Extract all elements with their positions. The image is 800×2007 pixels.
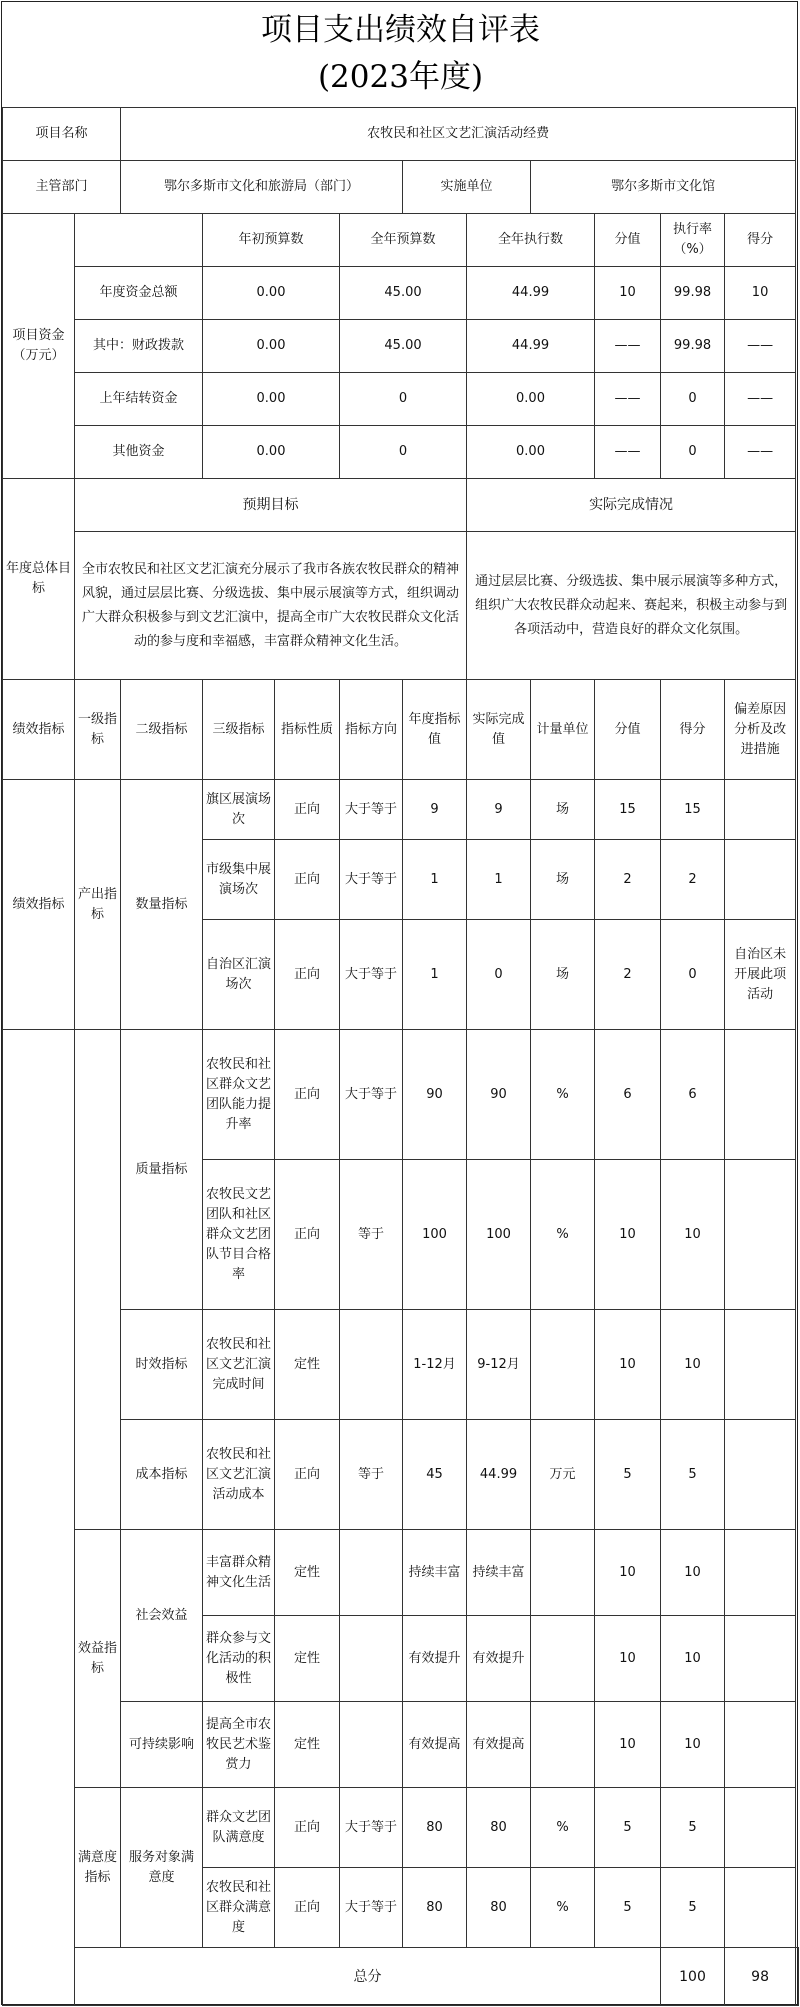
fund-initial: 0.00	[203, 426, 340, 479]
ind-header-level2: 二级指标	[121, 680, 203, 780]
ind-target: 80	[403, 1788, 467, 1868]
ind-score: 5	[661, 1868, 725, 1948]
project-name-label: 项目名称	[3, 108, 121, 161]
fund-initial: 0.00	[203, 373, 340, 426]
funds-header-score: 得分	[725, 214, 796, 267]
ind-target: 1	[403, 840, 467, 920]
fund-weight: ——	[595, 373, 661, 426]
ind-target: 80	[403, 1868, 467, 1948]
fund-annual: 45.00	[340, 320, 467, 373]
ind-actual: 9	[467, 780, 531, 840]
ind-note	[725, 1160, 796, 1310]
funds-header-initial: 年初预算数	[203, 214, 340, 267]
fund-initial: 0.00	[203, 320, 340, 373]
ind-header-unit: 计量单位	[531, 680, 595, 780]
ind-nature: 正向	[275, 840, 340, 920]
funds-header-row	[3, 214, 799, 267]
funds-header-blank	[75, 214, 203, 267]
ind-unit: 场	[531, 780, 595, 840]
ind-unit: %	[531, 1788, 595, 1868]
ind-actual: 80	[467, 1868, 531, 1948]
ind-weight: 6	[595, 1030, 661, 1160]
total-row	[3, 1948, 799, 2006]
dept-label: 主管部门	[3, 161, 121, 214]
ind-actual: 有效提高	[467, 1702, 531, 1788]
ind-target: 有效提升	[403, 1616, 467, 1702]
ind-unit: %	[531, 1030, 595, 1160]
ind-name: 群众参与文化活动的积极性	[203, 1616, 275, 1702]
ind-target: 1	[403, 920, 467, 1030]
ind-target: 45	[403, 1420, 467, 1530]
ind-note: 自治区未开展此项活动	[725, 920, 796, 1030]
ind-note	[725, 1310, 796, 1420]
ind-note	[725, 780, 796, 840]
ind-weight: 2	[595, 920, 661, 1030]
ind-score: 6	[661, 1030, 725, 1160]
ind-direction: 大于等于	[340, 1868, 403, 1948]
fund-name: 上年结转资金	[75, 373, 203, 426]
ind-weight: 15	[595, 780, 661, 840]
total-note	[796, 1948, 799, 2006]
ind-score: 10	[661, 1160, 725, 1310]
ind-actual: 44.99	[467, 1420, 531, 1530]
fund-rate: 99.98	[661, 267, 725, 320]
ind-actual: 80	[467, 1788, 531, 1868]
fund-rate: 0	[661, 373, 725, 426]
ind-header-level1: 一级指标	[75, 680, 121, 780]
ind-score: 10	[661, 1310, 725, 1420]
ind-note	[725, 1420, 796, 1530]
ind-name: 自治区汇演场次	[203, 920, 275, 1030]
ind-actual: 90	[467, 1030, 531, 1160]
level1-benefit: 效益指标	[75, 1530, 121, 1788]
ind-note	[725, 1616, 796, 1702]
fund-score: 10	[725, 267, 796, 320]
ind-header-weight: 分值	[595, 680, 661, 780]
level1-output: 产出指标	[75, 780, 121, 1030]
dept-value: 鄂尔多斯市文化和旅游局（部门）	[121, 161, 403, 214]
perf-indicator-label: 绩效指标	[3, 780, 75, 1030]
level2-quality: 质量指标	[121, 1030, 203, 1310]
ind-header-level3: 三级指标	[203, 680, 275, 780]
ind-direction: 等于	[340, 1420, 403, 1530]
ind-nature: 定性	[275, 1616, 340, 1702]
ind-direction: 等于	[340, 1160, 403, 1310]
ind-unit: 万元	[531, 1420, 595, 1530]
ind-header-note: 偏差原因分析及改进措施	[725, 680, 796, 780]
ind-name: 丰富群众精神文化生活	[203, 1530, 275, 1616]
level2-service: 服务对象满意度	[121, 1788, 203, 1948]
perf-indicator-blank	[3, 1030, 75, 2006]
fund-score: ——	[725, 426, 796, 479]
ind-actual: 0	[467, 920, 531, 1030]
ind-weight: 10	[595, 1310, 661, 1420]
ind-name: 提高全市农牧民艺术鉴赏力	[203, 1702, 275, 1788]
level2-social: 社会效益	[121, 1530, 203, 1702]
ind-nature: 正向	[275, 1030, 340, 1160]
ind-target: 90	[403, 1030, 467, 1160]
project-name-row	[3, 108, 799, 161]
ind-score: 2	[661, 840, 725, 920]
ind-note	[725, 1530, 796, 1616]
ind-target: 持续丰富	[403, 1530, 467, 1616]
ind-direction	[340, 1310, 403, 1420]
fund-name: 其他资金	[75, 426, 203, 479]
indicator-header-row	[3, 680, 799, 780]
ind-unit: %	[531, 1160, 595, 1310]
ind-target: 1-12月	[403, 1310, 467, 1420]
total-weight: 100	[661, 1948, 725, 2006]
ind-nature: 定性	[275, 1702, 340, 1788]
level1-output-cont	[75, 1030, 121, 1530]
fund-weight: ——	[595, 426, 661, 479]
fund-rate: 0	[661, 426, 725, 479]
ind-direction: 大于等于	[340, 840, 403, 920]
ind-weight: 5	[595, 1788, 661, 1868]
ind-score: 15	[661, 780, 725, 840]
fund-score: ——	[725, 320, 796, 373]
ind-unit: 场	[531, 920, 595, 1030]
ind-score: 10	[661, 1530, 725, 1616]
funds-header-executed: 全年执行数	[467, 214, 595, 267]
funds-header-weight: 分值	[595, 214, 661, 267]
department-row	[3, 161, 799, 214]
level2-quantity: 数量指标	[121, 780, 203, 1030]
ind-direction: 大于等于	[340, 920, 403, 1030]
actual-result-text: 通过层层比赛、分级选拔、集中展示展演等多种方式，组织广大农牧民群众动起来、赛起来，积极主动参与到各项活动中，营造良好的群众文化氛围。	[467, 532, 796, 680]
ind-name: 市级集中展演场次	[203, 840, 275, 920]
ind-target: 有效提高	[403, 1702, 467, 1788]
unit-value: 鄂尔多斯市文化馆	[531, 161, 796, 214]
level2-cost: 成本指标	[121, 1420, 203, 1530]
ind-score: 10	[661, 1702, 725, 1788]
ind-nature: 正向	[275, 1420, 340, 1530]
ind-target: 100	[403, 1160, 467, 1310]
fund-annual: 0	[340, 373, 467, 426]
unit-label: 实施单位	[403, 161, 531, 214]
indicator-row	[3, 1530, 799, 1616]
total-score: 98	[725, 1948, 796, 2006]
indicator-row	[3, 1702, 799, 1788]
fund-executed: 0.00	[467, 373, 595, 426]
fund-weight: 10	[595, 267, 661, 320]
ind-nature: 定性	[275, 1530, 340, 1616]
ind-note	[725, 840, 796, 920]
total-label: 总分	[75, 1948, 661, 2006]
ind-nature: 正向	[275, 920, 340, 1030]
form-title: 项目支出绩效自评表	[261, 12, 540, 48]
goals-label: 年度总体目标	[3, 479, 75, 680]
ind-name: 群众文艺团队满意度	[203, 1788, 275, 1868]
ind-actual: 9-12月	[467, 1310, 531, 1420]
ind-name: 旗区展演场次	[203, 780, 275, 840]
ind-score: 10	[661, 1616, 725, 1702]
ind-target: 9	[403, 780, 467, 840]
fund-annual: 0	[340, 426, 467, 479]
ind-direction	[340, 1702, 403, 1788]
ind-direction	[340, 1530, 403, 1616]
ind-name: 农牧民和社区文艺汇演活动成本	[203, 1420, 275, 1530]
ind-weight: 5	[595, 1420, 661, 1530]
ind-weight: 2	[595, 840, 661, 920]
ind-unit	[531, 1530, 595, 1616]
ind-nature: 正向	[275, 1788, 340, 1868]
ind-unit	[531, 1310, 595, 1420]
ind-actual: 100	[467, 1160, 531, 1310]
ind-name: 农牧民和社区群众满意度	[203, 1868, 275, 1948]
funds-row	[3, 373, 799, 426]
funds-row	[3, 426, 799, 479]
ind-header-target: 年度指标值	[403, 680, 467, 780]
ind-note	[725, 1702, 796, 1788]
ind-unit: 场	[531, 840, 595, 920]
fund-name: 其中：财政拨款	[75, 320, 203, 373]
fund-executed: 44.99	[467, 320, 595, 373]
ind-direction: 大于等于	[340, 1030, 403, 1160]
ind-weight: 10	[595, 1160, 661, 1310]
ind-weight: 10	[595, 1702, 661, 1788]
fund-weight: ——	[595, 320, 661, 373]
level1-satisfaction: 满意度指标	[75, 1788, 121, 1948]
ind-header-score: 得分	[661, 680, 725, 780]
ind-nature: 正向	[275, 1160, 340, 1310]
ind-direction: 大于等于	[340, 1788, 403, 1868]
funds-row	[3, 320, 799, 373]
project-name-value: 农牧民和社区文艺汇演活动经费	[121, 108, 796, 161]
level2-timeliness: 时效指标	[121, 1310, 203, 1420]
ind-header-actual: 实际完成值	[467, 680, 531, 780]
fund-executed: 0.00	[467, 426, 595, 479]
ind-header-col1: 绩效指标	[3, 680, 75, 780]
funds-header-annual: 全年预算数	[340, 214, 467, 267]
ind-weight: 10	[595, 1616, 661, 1702]
fund-score: ——	[725, 373, 796, 426]
ind-actual: 有效提升	[467, 1616, 531, 1702]
ind-name: 农牧民和社区群众文艺团队能力提升率	[203, 1030, 275, 1160]
ind-unit	[531, 1702, 595, 1788]
ind-note	[725, 1788, 796, 1868]
fund-initial: 0.00	[203, 267, 340, 320]
ind-name: 农牧民和社区文艺汇演完成时间	[203, 1310, 275, 1420]
ind-score: 5	[661, 1788, 725, 1868]
ind-header-direction: 指标方向	[340, 680, 403, 780]
ind-nature: 正向	[275, 780, 340, 840]
ind-header-nature: 指标性质	[275, 680, 340, 780]
ind-weight: 10	[595, 1530, 661, 1616]
ind-direction: 大于等于	[340, 780, 403, 840]
indicator-row	[3, 780, 799, 840]
fund-executed: 44.99	[467, 267, 595, 320]
actual-result-header: 实际完成情况	[467, 479, 796, 532]
funds-row	[3, 267, 799, 320]
expected-goal-header: 预期目标	[75, 479, 467, 532]
indicator-row	[3, 1310, 799, 1420]
level2-sustain: 可持续影响	[121, 1702, 203, 1788]
fund-rate: 99.98	[661, 320, 725, 373]
goals-header-row	[3, 479, 799, 532]
goals-text-row	[3, 532, 799, 680]
ind-nature: 定性	[275, 1310, 340, 1420]
evaluation-form	[1, 1, 798, 2005]
indicator-row	[3, 1788, 799, 1868]
ind-score: 5	[661, 1420, 725, 1530]
fund-annual: 45.00	[340, 267, 467, 320]
evaluation-table	[2, 107, 799, 2006]
ind-score: 0	[661, 920, 725, 1030]
ind-unit	[531, 1616, 595, 1702]
ind-direction	[340, 1616, 403, 1702]
ind-actual: 1	[467, 840, 531, 920]
funds-header-rate: 执行率（%）	[661, 214, 725, 267]
expected-goal-text: 全市农牧民和社区文艺汇演充分展示了我市各族农牧民群众的精神风貌，通过层层比赛、分级选拔、集中展示展演等方式，组织调动广大群众积极参与到文艺汇演中，提高全市广大农牧民群众文化活动的参与度和幸福感，丰富群众精神文化生活。	[75, 532, 467, 680]
form-subtitle: (2023年度)	[317, 59, 484, 95]
fund-name: 年度资金总额	[75, 267, 203, 320]
indicator-row	[3, 1420, 799, 1530]
ind-note	[725, 1868, 796, 1948]
ind-name: 农牧民文艺团队和社区群众文艺团队节目合格率	[203, 1160, 275, 1310]
ind-nature: 正向	[275, 1868, 340, 1948]
funds-label: 项目资金（万元）	[3, 214, 75, 479]
ind-note	[725, 1030, 796, 1160]
indicator-row	[3, 1030, 799, 1160]
ind-unit: %	[531, 1868, 595, 1948]
ind-actual: 持续丰富	[467, 1530, 531, 1616]
ind-weight: 5	[595, 1868, 661, 1948]
